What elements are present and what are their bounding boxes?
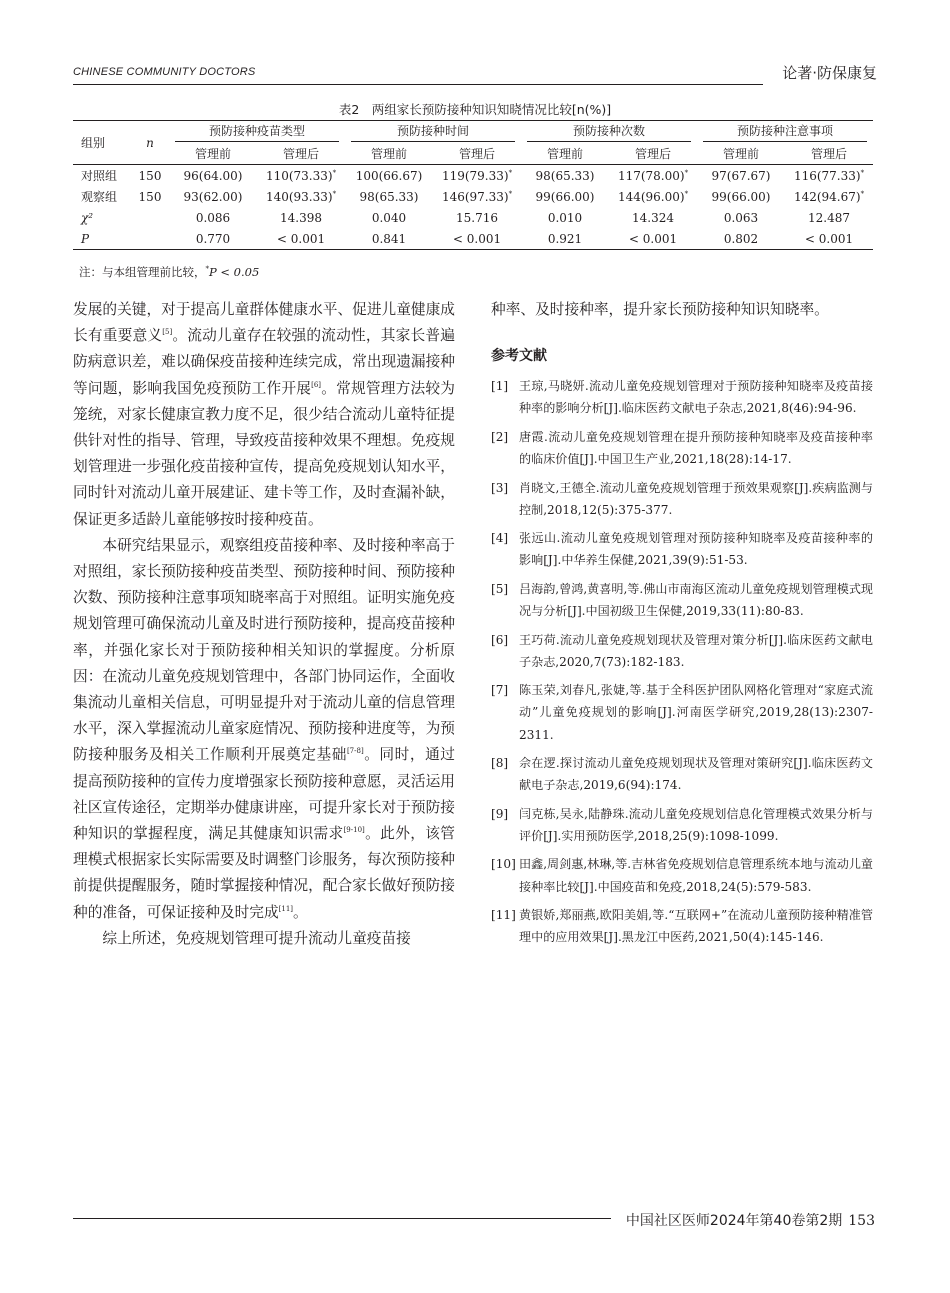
table-cell: 98(65.33) — [359, 189, 419, 204]
paragraph: 综上所述，免疫规划管理可提升流动儿童疫苗接 — [102, 929, 411, 947]
significance-mark: * — [508, 189, 513, 198]
citation: [6] — [311, 380, 322, 389]
significance-mark: * — [684, 189, 689, 198]
page-number: 153 — [848, 1213, 875, 1229]
table-cell: 0.063 — [723, 210, 759, 225]
table-cell: < 0.001 — [257, 228, 345, 250]
reference-item: [10] 田鑫,周剑惠,林琳,等.吉林省免疫规划信息管理系统本地与流动儿童接种率比较[J].中国疫苗和免疫,2018,24(5):579-583. — [491, 857, 874, 894]
table-row — [73, 186, 873, 207]
table-cell: 14.324 — [632, 210, 674, 225]
footer-rule — [73, 1218, 611, 1219]
table-cell: 0.770 — [169, 228, 257, 250]
reference-item: [2] 唐霞.流动儿童免疫规划管理在提升预防接种知晓率及疫苗接种率的临床价值[J].中国卫生产业,2021,18(28):14-17. — [491, 429, 873, 466]
row-n — [131, 228, 169, 250]
references-heading: 参考文献 — [491, 348, 547, 365]
table-row — [73, 207, 873, 228]
table-cell: 15.716 — [456, 210, 498, 225]
table-cell: 14.398 — [280, 210, 322, 225]
reference-item: [4] 张远山.流动儿童免疫规划管理对预防接种知晓率及疫苗接种率的影响[J].中华养生保健,2021,39(9):51-53. — [491, 531, 873, 568]
reference-item: [6] 王巧荷.流动儿童免疫规划现状及管理对策分析[J].临床医药文献电子杂志,2020,7(73):182-183. — [491, 632, 873, 669]
journal-name-en: CHINESE COMMUNITY DOCTORS — [73, 66, 256, 78]
subheader-after: 管理后 — [433, 143, 521, 165]
row-label: P — [73, 228, 131, 250]
citation: [7-8] — [346, 747, 364, 756]
table-subheader-row — [73, 143, 873, 165]
row-label: 对照组 — [81, 169, 118, 183]
significance-mark: * — [860, 189, 865, 198]
reference-item: [9] 闫克栋,吴永,陆静珠.流动儿童免疫规划信息化管理模式效果分析与评价[J].实用预防医学,2018,25(9):1098-1099. — [491, 806, 873, 843]
significance-mark: * — [684, 168, 689, 177]
table-cell: 0.921 — [521, 228, 609, 250]
table-row — [73, 165, 873, 187]
significance-mark: * — [860, 168, 865, 177]
table-cell: 99(66.00) — [711, 189, 771, 204]
significance-mark: * — [332, 168, 337, 177]
row-n: 150 — [138, 168, 162, 183]
paragraph: 种率、及时接种率，提升家长预防接种知识知晓率。 — [491, 301, 829, 318]
significance-mark: * — [332, 189, 337, 198]
row-label: χ² — [81, 210, 94, 225]
section-label: 论著·防保康复 — [782, 64, 877, 82]
reference-item: [1] 王琼,马晓妍.流动儿童免疫规划管理对于预防接种知晓率及疫苗接种率的影响分析[J].临床医药文献电子杂志,2021,8(46):94-96. — [491, 379, 873, 416]
citation: [5] — [162, 328, 173, 337]
table-cell: 12.487 — [808, 210, 850, 225]
reference-item: [3] 肖晓文,王德全.流动儿童免疫规划管理于预效果观察[J].疾病监测与控制,2018,12(5):375-377. — [491, 480, 873, 517]
subheader-before: 管理前 — [697, 143, 785, 165]
table-cell: 99(66.00) — [535, 189, 595, 204]
reference-item: [8] 佘在逻.探讨流动儿童免疫规划现状及管理对策研究[J].临床医药文献电子杂志,2019,6(94):174. — [491, 756, 873, 793]
header-category: 预防接种注意事项 — [697, 121, 873, 144]
table-cell: < 0.001 — [609, 228, 697, 250]
footer-journal: 中国社区医师2024年第40卷第2期 — [625, 1213, 843, 1229]
table-cell: < 0.001 — [433, 228, 521, 250]
subheader-after: 管理后 — [609, 143, 697, 165]
table-cell: 144(96.00)* — [617, 189, 689, 204]
left-column — [73, 297, 455, 952]
subheader-after: 管理后 — [257, 143, 345, 165]
row-n — [131, 207, 169, 228]
table-cell: 0.802 — [697, 228, 785, 250]
subheader-before: 管理前 — [345, 143, 433, 165]
row-n: 150 — [138, 189, 162, 204]
row-label: 观察组 — [81, 190, 118, 204]
table-header-row — [73, 121, 873, 144]
subheader-before: 管理前 — [169, 143, 257, 165]
results-table — [73, 120, 873, 250]
table-row — [73, 228, 873, 250]
table-cell: 117(78.00)* — [617, 168, 689, 183]
table-note: 注：与本组管理前比较，*P < 0.05 — [79, 265, 260, 279]
header-category: 预防接种时间 — [345, 121, 521, 144]
reference-item: [11] 黄银娇,郑丽燕,欧阳美娟,等.“互联网+”在流动儿童预防接种精准管理中的应用效果[J].黑龙江中医药,2021,50(4):145-146. — [491, 908, 873, 945]
table-cell: 0.841 — [345, 228, 433, 250]
table-cell: < 0.001 — [785, 228, 873, 250]
paragraph: 发展的关键，对于提高儿童群体健康水平、促进儿童健康成长有重要意义[5]。流动儿童存在较强的流动性，其家长普遍防病意识差，难以确保疫苗接种连续完成，常出现遗漏接种等问题，影响我国免疫预防工作开展[6]。常规管理方法较为笼统，对家长健康宣教力度不足，很少结合流动儿童特征提供针对性的指导、管理，导致疫苗接种效果不理想。免疫规划管理进一步强化疫苗接种宣传，提高免疫规划认知水平，同时针对流动儿童开展建证、建卡等工作，及时查漏补缺，保证更多适龄儿童能够按时接种疫苗。 — [73, 301, 455, 528]
table-title: 表2 两组家长预防接种知识知晓情况比较[n(%)] — [338, 102, 612, 117]
header-n: n — [131, 121, 169, 165]
header-category: 预防接种次数 — [521, 121, 697, 144]
significance-mark: * — [508, 168, 513, 177]
footer — [626, 1210, 875, 1230]
citation: [9-10] — [343, 826, 365, 835]
table-cell: 110(73.33)* — [265, 168, 337, 183]
table-cell: 0.010 — [547, 210, 583, 225]
table-cell: 98(65.33) — [535, 168, 595, 183]
table-cell: 100(66.67) — [355, 168, 423, 183]
table-cell: 0.040 — [371, 210, 407, 225]
table-cell: 116(77.33)* — [793, 168, 865, 183]
table-cell: 93(62.00) — [183, 189, 243, 204]
table-cell: 146(97.33)* — [441, 189, 513, 204]
table-cell: 0.086 — [195, 210, 231, 225]
table-cell: 142(94.67)* — [793, 189, 865, 204]
table-cell: 96(64.00) — [183, 168, 243, 183]
subheader-after: 管理后 — [785, 143, 873, 165]
table-cell: 97(67.67) — [711, 168, 771, 183]
header-rule — [73, 84, 763, 85]
header-category: 预防接种疫苗类型 — [169, 121, 345, 144]
citation: [11] — [278, 904, 294, 913]
header-group: 组别 — [73, 121, 131, 165]
right-column — [491, 297, 873, 955]
table-cell: 140(93.33)* — [265, 189, 337, 204]
reference-item: [7] 陈玉荣,刘春凡,张婕,等.基于全科医护团队网格化管理对“家庭式流动”儿童免疫规划的影响[J].河南医学研究,2019,28(13):2307-2311. — [491, 683, 873, 742]
reference-item: [5] 吕海韵,曾鸿,黄喜明,等.佛山市南海区流动儿童免疫规划管理模式现况与分析[J].中国初级卫生保健,2019,33(11):80-83. — [491, 581, 874, 619]
table-cell: 119(79.33)* — [441, 168, 513, 183]
paragraph: 本研究结果显示，观察组疫苗接种率、及时接种率高于对照组，家长预防接种疫苗类型、预防接种时间、预防接种次数、预防接种注意事项知晓率高于对照组。证明实施免疫规划管理可确保流动儿童及时进行预防接种，提高疫苗接种率，并强化家长对于预防接种相关知识的掌握度。分析原因：在流动儿童免疫规划管理中，各部门协同运作，全面收集流动儿童相关信息，可明显提升对于流动儿童的信息管理水平，深入掌握流动儿童家庭情况、预防接种进度等，为预防接种服务及相关工作顺利开展奠定基础[7-8]。同时，通过提高预防接种的宣传力度增强家长预防接种意愿，灵活运用社区宣传途径，定期举办健康讲座，可提升家长对于预防接种知识的掌握程度，满足其健康知识需求[9-10]。此外，该管理模式根据家长实际需要及时调整门诊服务，每次预防接种前提供提醒服务，随时掌握接种情况，配合家长做好预防接种的准备，可保证接种及时完成[11]。 — [73, 536, 455, 921]
subheader-before: 管理前 — [521, 143, 609, 165]
reference-list — [491, 375, 873, 948]
